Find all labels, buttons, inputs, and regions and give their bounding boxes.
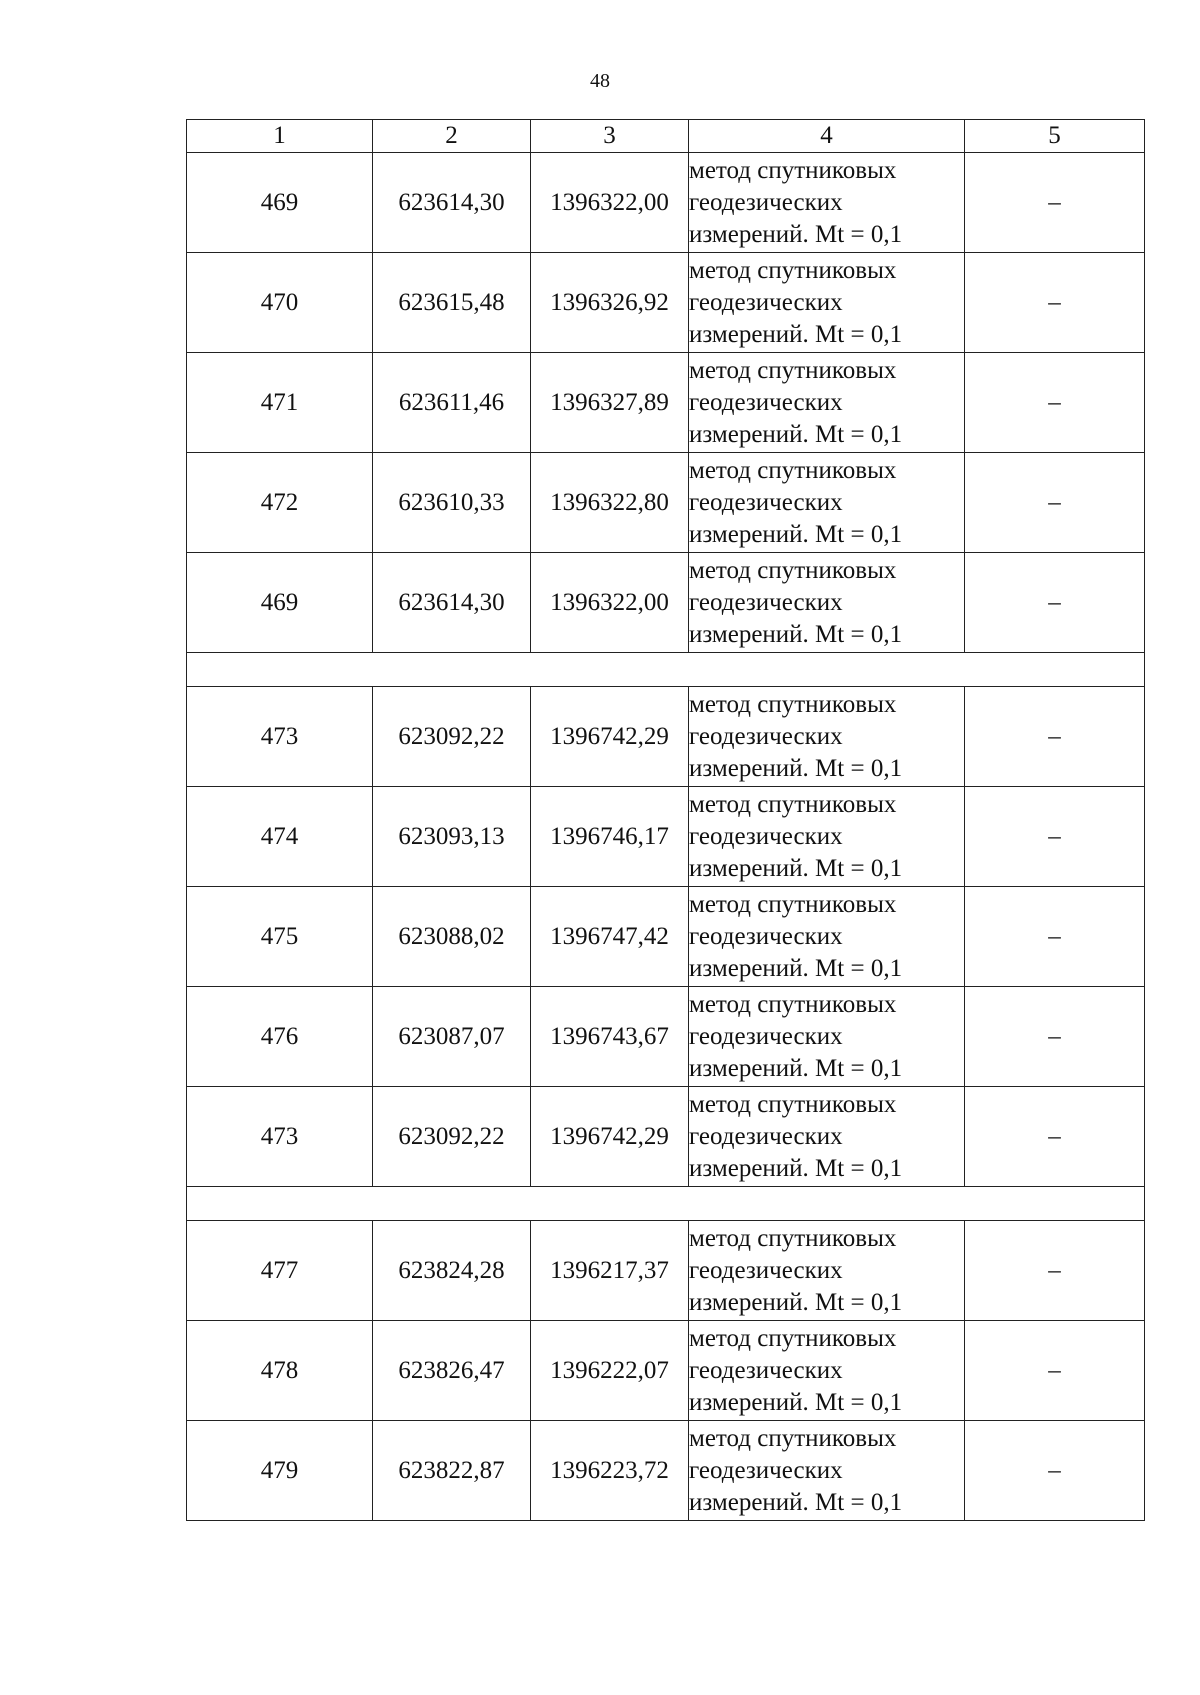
note-cell: – [965, 553, 1145, 653]
page-number: 48 [590, 70, 610, 92]
x-coordinate-cell: 623614,30 [373, 153, 531, 253]
x-coordinate-cell: 623093,13 [373, 787, 531, 887]
table-row [187, 453, 1145, 553]
table-row [187, 1321, 1145, 1421]
table-row [187, 787, 1145, 887]
point-number-cell: 472 [187, 453, 373, 553]
note-cell: – [965, 1221, 1145, 1321]
note-cell: – [965, 253, 1145, 353]
y-coordinate-cell: 1396322,00 [531, 553, 689, 653]
table-row [187, 553, 1145, 653]
method-text: метод спутниковых геодезических измерений. Mt = 0,1 [689, 156, 903, 248]
method-text: метод спутниковых геодезических измерений. Mt = 0,1 [689, 1090, 903, 1182]
group-separator-row [187, 653, 1145, 687]
note-cell: – [965, 687, 1145, 787]
table-row [187, 1221, 1145, 1321]
y-coordinate-cell: 1396222,07 [531, 1321, 689, 1421]
method-text: метод спутниковых геодезических измерений. Mt = 0,1 [689, 1224, 903, 1316]
y-coordinate-cell: 1396742,29 [531, 687, 689, 787]
table-row [187, 987, 1145, 1087]
note-cell: – [965, 1087, 1145, 1187]
x-coordinate-cell: 623826,47 [373, 1321, 531, 1421]
method-cell [689, 787, 965, 887]
x-coordinate-cell: 623824,28 [373, 1221, 531, 1321]
note-cell: – [965, 887, 1145, 987]
method-text: метод спутниковых геодезических измерений. Mt = 0,1 [689, 456, 903, 548]
table-row [187, 153, 1145, 253]
method-cell [689, 553, 965, 653]
table-row [187, 1421, 1145, 1521]
group-separator-row [187, 1187, 1145, 1221]
note-cell: – [965, 353, 1145, 453]
method-cell [689, 1421, 965, 1521]
point-number-cell: 469 [187, 153, 373, 253]
note-cell: – [965, 153, 1145, 253]
x-coordinate-cell: 623087,07 [373, 987, 531, 1087]
table-row [187, 253, 1145, 353]
method-cell [689, 153, 965, 253]
note-cell: – [965, 453, 1145, 553]
table-row [187, 887, 1145, 987]
y-coordinate-cell: 1396322,00 [531, 153, 689, 253]
point-number-cell: 476 [187, 987, 373, 1087]
y-coordinate-cell: 1396747,42 [531, 887, 689, 987]
column-header-4: 4 [689, 120, 965, 153]
coordinates-table [186, 119, 1145, 1521]
y-coordinate-cell: 1396217,37 [531, 1221, 689, 1321]
note-cell: – [965, 1321, 1145, 1421]
note-cell: – [965, 987, 1145, 1087]
point-number-cell: 477 [187, 1221, 373, 1321]
point-number-cell: 473 [187, 687, 373, 787]
method-cell [689, 887, 965, 987]
point-number-cell: 474 [187, 787, 373, 887]
table-row [187, 1087, 1145, 1187]
method-cell [689, 687, 965, 787]
method-text: метод спутниковых геодезических измерений. Mt = 0,1 [689, 556, 903, 648]
x-coordinate-cell: 623092,22 [373, 1087, 531, 1187]
x-coordinate-cell: 623088,02 [373, 887, 531, 987]
method-text: метод спутниковых геодезических измерений. Mt = 0,1 [689, 690, 903, 782]
point-number-cell: 469 [187, 553, 373, 653]
column-header-2: 2 [373, 120, 531, 153]
method-cell [689, 353, 965, 453]
note-cell: – [965, 787, 1145, 887]
point-number-cell: 470 [187, 253, 373, 353]
method-text: метод спутниковых геодезических измерений. Mt = 0,1 [689, 790, 903, 882]
y-coordinate-cell: 1396326,92 [531, 253, 689, 353]
point-number-cell: 478 [187, 1321, 373, 1421]
x-coordinate-cell: 623614,30 [373, 553, 531, 653]
table-row [187, 687, 1145, 787]
point-number-cell: 471 [187, 353, 373, 453]
column-header-5: 5 [965, 120, 1145, 153]
y-coordinate-cell: 1396322,80 [531, 453, 689, 553]
method-text: метод спутниковых геодезических измерений. Mt = 0,1 [689, 356, 903, 448]
point-number-cell: 479 [187, 1421, 373, 1521]
method-cell [689, 1321, 965, 1421]
y-coordinate-cell: 1396746,17 [531, 787, 689, 887]
method-cell [689, 253, 965, 353]
method-text: метод спутниковых геодезических измерений. Mt = 0,1 [689, 1424, 903, 1516]
x-coordinate-cell: 623610,33 [373, 453, 531, 553]
x-coordinate-cell: 623822,87 [373, 1421, 531, 1521]
column-header-1: 1 [187, 120, 373, 153]
method-text: метод спутниковых геодезических измерений. Mt = 0,1 [689, 256, 903, 348]
method-text: метод спутниковых геодезических измерений. Mt = 0,1 [689, 1324, 903, 1416]
column-header-3: 3 [531, 120, 689, 153]
method-cell [689, 1087, 965, 1187]
point-number-cell: 475 [187, 887, 373, 987]
group-separator-cell [187, 1187, 1145, 1221]
group-separator-cell [187, 653, 1145, 687]
y-coordinate-cell: 1396743,67 [531, 987, 689, 1087]
point-number-cell: 473 [187, 1087, 373, 1187]
y-coordinate-cell: 1396742,29 [531, 1087, 689, 1187]
y-coordinate-cell: 1396223,72 [531, 1421, 689, 1521]
x-coordinate-cell: 623611,46 [373, 353, 531, 453]
method-text: метод спутниковых геодезических измерений. Mt = 0,1 [689, 890, 903, 982]
y-coordinate-cell: 1396327,89 [531, 353, 689, 453]
x-coordinate-cell: 623092,22 [373, 687, 531, 787]
method-cell [689, 987, 965, 1087]
method-cell [689, 1221, 965, 1321]
method-text: метод спутниковых геодезических измерений. Mt = 0,1 [689, 990, 903, 1082]
x-coordinate-cell: 623615,48 [373, 253, 531, 353]
method-cell [689, 453, 965, 553]
table-body [187, 120, 1145, 1521]
table-header-row [187, 120, 1145, 153]
note-cell: – [965, 1421, 1145, 1521]
table-row [187, 353, 1145, 453]
